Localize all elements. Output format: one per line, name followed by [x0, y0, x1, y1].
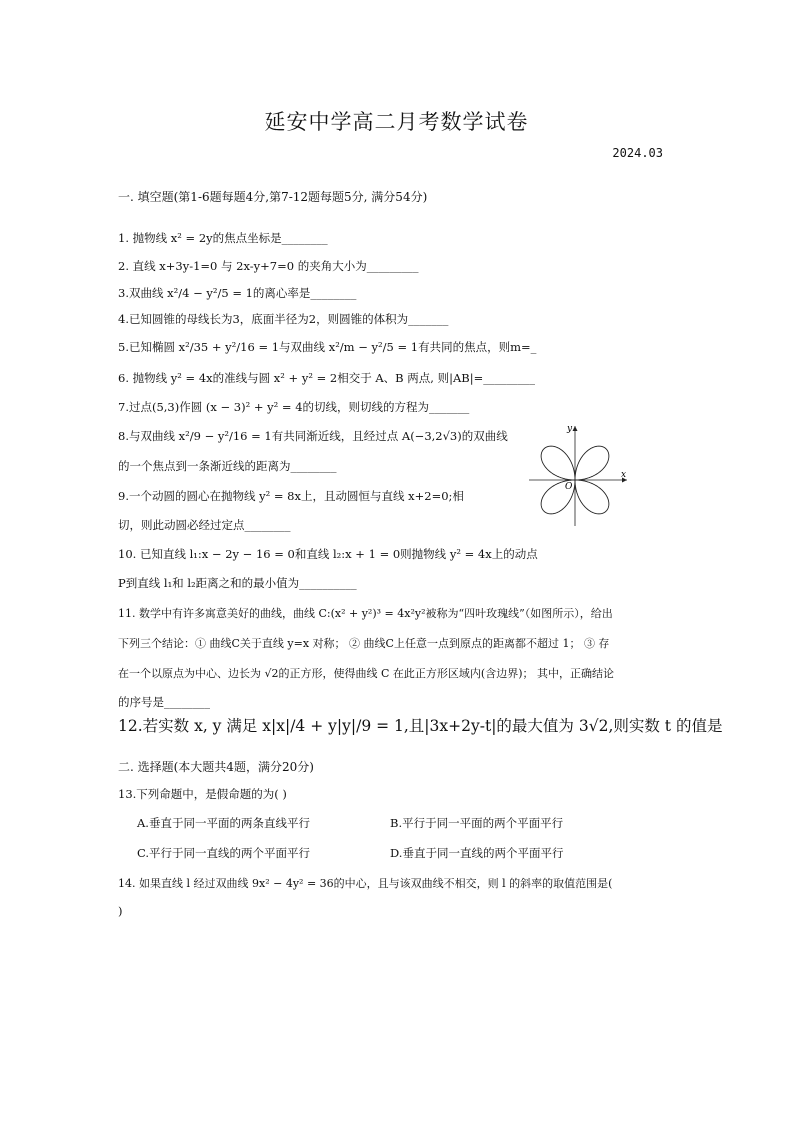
question-10-line-1: 10. 已知直线 l₁:x − 2y − 16 = 0和直线 l₂:x + 1 = 0则抛物线 y² = 4x上的动点	[118, 547, 538, 561]
section-1-heading: 一. 填空题(第1-6题每题4分,第7-12题每题5分, 满分54分)	[118, 190, 428, 204]
option-13-d: D.垂直于同一直线的两个平面平行	[390, 846, 564, 860]
question-14-line-2: )	[118, 904, 123, 918]
four-leaf-rose-figure	[527, 422, 633, 526]
question-7: 7.过点(5,3)作圆 (x − 3)² + y² = 4的切线，则切线的方程为_______	[118, 400, 470, 414]
question-9-line-1: 9.一个动圆的圆心在抛物线 y² = 8x上，且动圆恒与直线 x+2=0;相	[118, 489, 464, 503]
x-axis-label: x	[621, 470, 627, 480]
question-8-line-2: 的一个焦点到一条渐近线的距离为________	[118, 459, 337, 473]
question-13: 13.下列命题中，是假命题的为( )	[118, 787, 287, 801]
question-2: 2. 直线 x+3y-1=0 与 2x-y+7=0 的夹角大小为_________	[118, 259, 419, 273]
question-5: 5.已知椭圆 x²/35 + y²/16 = 1与双曲线 x²/m − y²/5 = 1有共同的焦点，则m=_	[118, 340, 537, 354]
question-9-line-2: 切，则此动圆必经过定点________	[118, 518, 291, 532]
exam-date: 2024.03	[612, 146, 663, 160]
question-1: 1. 抛物线 x² = 2y的焦点坐标是________	[118, 231, 328, 245]
question-11-line-2: 下列三个结论：① 曲线C关于直线 y=x 对称； ② 曲线C上任意一点到原点的距离都不超过 1； ③ 存	[118, 637, 610, 650]
question-11-line-3: 在一个以原点为中心、边长为 √2的正方形，使得曲线 C 在此正方形区域内(含边界)； 其中，正确结论	[118, 667, 614, 680]
question-4: 4.已知圆锥的母线长为3，底面半径为2，则圆锥的体积为_______	[118, 312, 449, 326]
section-2-heading: 二. 选择题(本大题共4题，满分20分)	[118, 760, 314, 774]
question-11-line-4: 的序号是________	[118, 695, 210, 709]
option-13-c: C.平行于同一直线的两个平面平行	[137, 846, 311, 860]
question-3: 3.双曲线 x²/4 − y²/5 = 1的离心率是________	[118, 286, 357, 300]
y-axis-arrow	[573, 426, 578, 431]
page-title: 延安中学高二月考数学试卷	[264, 110, 529, 134]
y-axis-label: y	[567, 424, 573, 434]
question-14-line-1: 14. 如果直线 l 经过双曲线 9x² − 4y² = 36的中心，且与该双曲线不相交，则 l 的斜率的取值范围是(	[118, 877, 613, 890]
origin-label: O	[565, 482, 573, 492]
question-12: 12.若实数 x, y 满足 x|x|/4 + y|y|/9 = 1,且|3x+2y-t|的最大值为 3√2,则实数 t 的值是	[118, 717, 723, 735]
option-13-a: A.垂直于同一平面的两条直线平行	[137, 816, 310, 830]
option-13-b: B.平行于同一平面的两个平面平行	[390, 816, 564, 830]
question-11-line-1: 11. 数学中有许多寓意美好的曲线，曲线 C:(x² + y²)³ = 4x²y²被称为“四叶玫瑰线”（如图所示），给出	[118, 607, 613, 620]
question-6: 6. 抛物线 y² = 4x的准线与圆 x² + y² = 2相交于 A、B 两点, 则|AB|=_________	[118, 371, 535, 385]
question-8-line-1: 8.与双曲线 x²/9 − y²/16 = 1有共同渐近线，且经过点 A(−3,2√3)的双曲线	[118, 429, 508, 443]
question-10-line-2: P到直线 l₁和 l₂距离之和的最小值为__________	[118, 576, 357, 590]
